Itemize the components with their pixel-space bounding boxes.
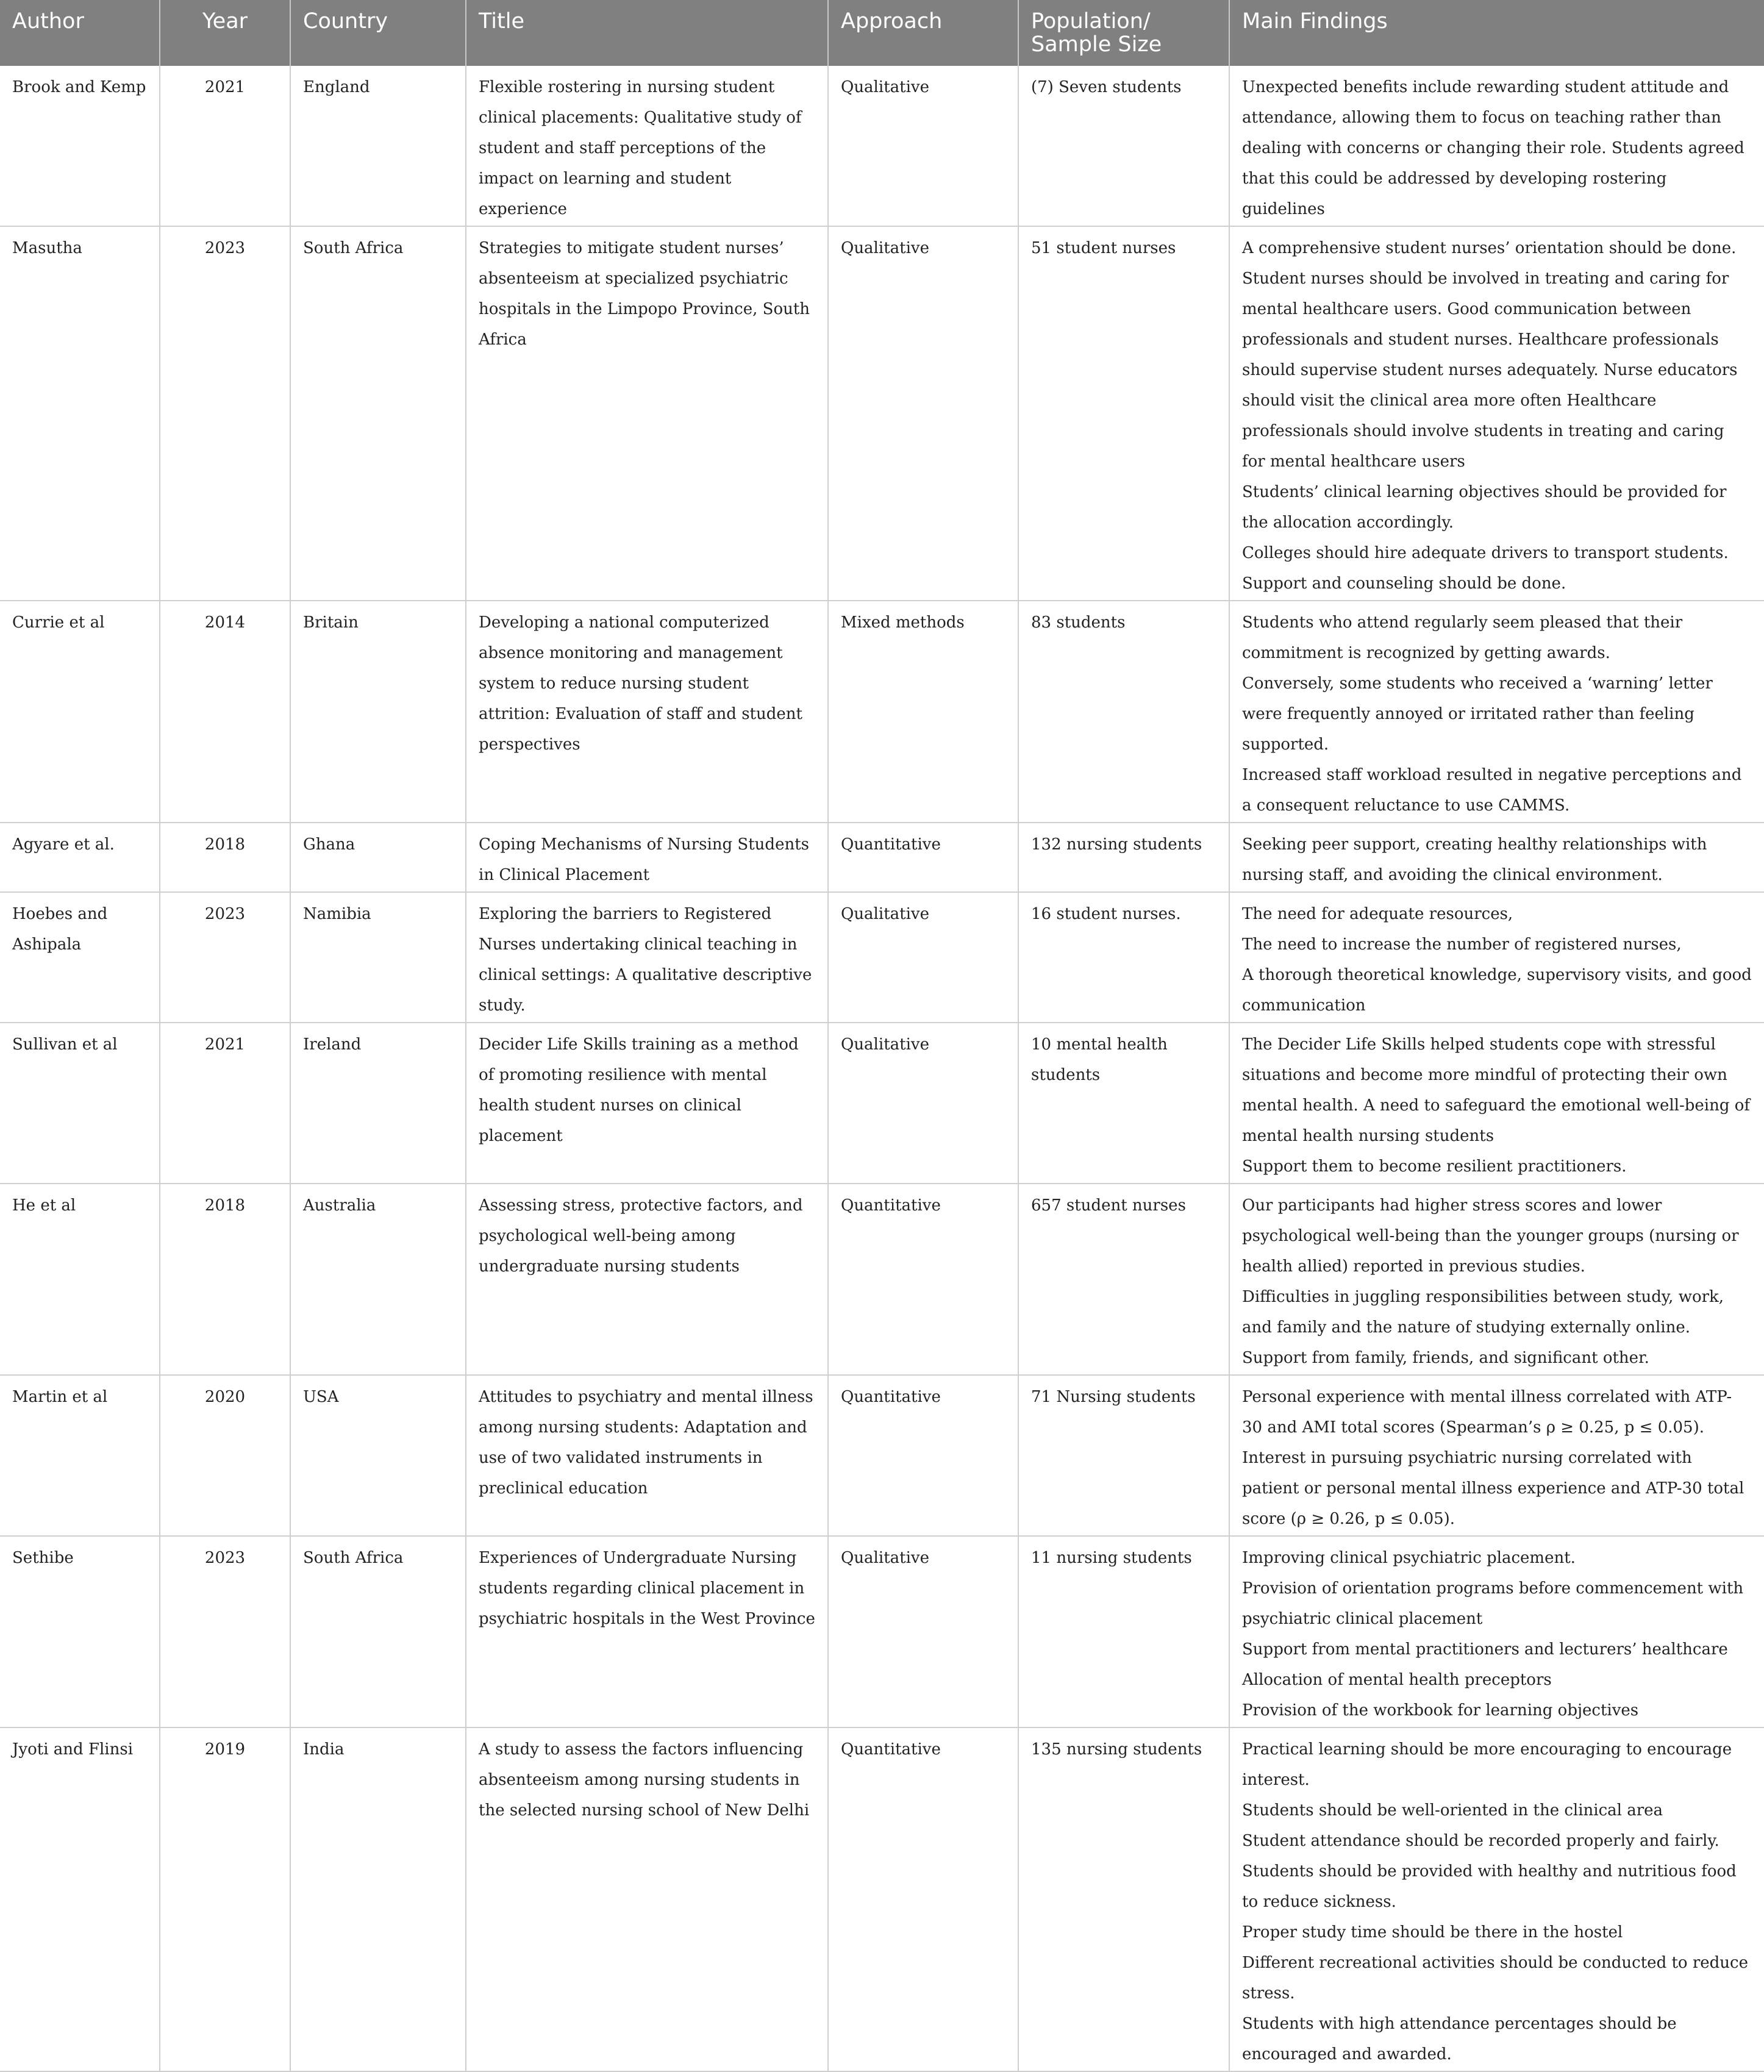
approach-cell: Quantitative — [828, 1375, 1018, 1536]
finding-line: Allocation of mental health preceptors — [1242, 1671, 1552, 1689]
header-approach: Approach — [828, 0, 1018, 66]
header-country: Country — [290, 0, 466, 66]
title-cell: Experiences of Undergraduate Nursing students regarding clinical placement in psychiatric hospitals in the West Province — [466, 1536, 828, 1727]
finding-line: Students should be provided with healthy and nutritious food to reduce sickness. — [1242, 1862, 1737, 1911]
author-cell: Sullivan et al — [0, 1023, 160, 1184]
approach-cell: Qualitative — [828, 1023, 1018, 1184]
author-cell: Martin et al — [0, 1375, 160, 1536]
finding-line: Unexpected benefits include rewarding student attitude and attendance, allowing them to focus on teaching rather than dealing with concerns or changing their role. Students agreed that this could be addressed by developing rostering guidelines — [1242, 78, 1744, 218]
country-cell: Ireland — [290, 1023, 466, 1184]
main-findings-cell — [1229, 1727, 1764, 2071]
author-cell: Currie et al — [0, 601, 160, 823]
sample-size-cell: 11 nursing students — [1018, 1536, 1229, 1727]
header-sample-size: Population/ Sample Size — [1018, 0, 1229, 66]
table-row — [0, 823, 1764, 892]
sample-size-cell: (7) Seven students — [1018, 66, 1229, 226]
main-findings-cell — [1229, 601, 1764, 823]
table-row — [0, 1184, 1764, 1375]
finding-line: Provision of orientation programs before commencement with psychiatric clinical placement — [1242, 1579, 1744, 1628]
finding-line: Different recreational activities should be conducted to reduce stress. — [1242, 1954, 1748, 2002]
sample-size-cell: 83 students — [1018, 601, 1229, 823]
finding-line: Proper study time should be there in the hostel — [1242, 1923, 1623, 1942]
country-cell: South Africa — [290, 1536, 466, 1727]
finding-line: Support them to become resilient practitioners. — [1242, 1157, 1627, 1176]
sample-size-cell: 135 nursing students — [1018, 1727, 1229, 2071]
finding-line: Support and counseling should be done. — [1242, 574, 1566, 593]
finding-line: Students who attend regularly seem pleased that their commitment is recognized by getting awards. — [1242, 613, 1683, 662]
table-row — [0, 892, 1764, 1023]
finding-line: A thorough theoretical knowledge, supervisory visits, and good communication — [1242, 966, 1752, 1015]
author-cell: Sethibe — [0, 1536, 160, 1727]
year-cell: 2023 — [160, 892, 290, 1023]
header-title: Title — [466, 0, 828, 66]
finding-line: Support from family, friends, and significant other. — [1242, 1349, 1649, 1367]
finding-line: Conversely, some students who received a ‘warning’ letter were frequently annoyed or irritated rather than feeling supported. — [1242, 674, 1713, 754]
table-body — [0, 66, 1764, 2071]
author-cell: Hoebes and Ashipala — [0, 892, 160, 1023]
year-cell: 2023 — [160, 1536, 290, 1727]
finding-line: Provision of the workbook for learning objectives — [1242, 1701, 1639, 1720]
approach-cell: Mixed methods — [828, 601, 1018, 823]
main-findings-cell — [1229, 1184, 1764, 1375]
country-cell: Britain — [290, 601, 466, 823]
approach-cell: Qualitative — [828, 1536, 1018, 1727]
table-row — [0, 226, 1764, 601]
finding-line: Students’ clinical learning objectives should be provided for the allocation accordingly. — [1242, 483, 1727, 532]
main-findings-cell — [1229, 1375, 1764, 1536]
table-row — [0, 601, 1764, 823]
author-cell: Agyare et al. — [0, 823, 160, 892]
finding-line: Improving clinical psychiatric placement. — [1242, 1549, 1576, 1567]
finding-line: Our participants had higher stress scores and lower psychological well-being than the younger groups (nursing or health allied) reported in previous studies. — [1242, 1196, 1739, 1276]
author-cell: Masutha — [0, 226, 160, 601]
table-row — [0, 1375, 1764, 1536]
author-cell: Jyoti and Flinsi — [0, 1727, 160, 2071]
finding-line: Students with high attendance percentages should be encouraged and awarded. — [1242, 2015, 1677, 2063]
finding-line: The need to increase the number of registered nurses, — [1242, 935, 1682, 954]
title-cell: Flexible rostering in nursing student clinical placements: Qualitative study of student and staff perceptions of the impact on learning and student experience — [466, 66, 828, 226]
sample-size-cell: 10 mental health students — [1018, 1023, 1229, 1184]
main-findings-cell — [1229, 1023, 1764, 1184]
country-cell: Australia — [290, 1184, 466, 1375]
country-cell: USA — [290, 1375, 466, 1536]
title-cell: Assessing stress, protective factors, and psychological well-being among undergraduate nursing students — [466, 1184, 828, 1375]
author-cell: Brook and Kemp — [0, 66, 160, 226]
header-year: Year — [160, 0, 290, 66]
approach-cell: Qualitative — [828, 66, 1018, 226]
year-cell: 2020 — [160, 1375, 290, 1536]
finding-line: Seeking peer support, creating healthy relationships with nursing staff, and avoiding the clinical environment. — [1242, 835, 1707, 884]
title-cell: Decider Life Skills training as a method of promoting resilience with mental health student nurses on clinical placement — [466, 1023, 828, 1184]
header-main-findings: Main Findings — [1242, 9, 1388, 34]
sample-size-cell: 51 student nurses — [1018, 226, 1229, 601]
finding-line: Student attendance should be recorded properly and fairly. — [1242, 1832, 1719, 1850]
approach-cell: Quantitative — [828, 823, 1018, 892]
approach-cell: Qualitative — [828, 892, 1018, 1023]
table-row — [0, 1023, 1764, 1184]
main-findings-cell — [1229, 892, 1764, 1023]
finding-line: Practical learning should be more encouraging to encourage interest. — [1242, 1740, 1732, 1789]
year-cell: 2018 — [160, 1184, 290, 1375]
main-findings-cell — [1229, 226, 1764, 601]
table-row — [0, 66, 1764, 226]
author-cell: He et al — [0, 1184, 160, 1375]
main-findings-cell — [1229, 823, 1764, 892]
sample-size-cell: 132 nursing students — [1018, 823, 1229, 892]
title-cell: Coping Mechanisms of Nursing Students in Clinical Placement — [466, 823, 828, 892]
finding-line: Support from mental practitioners and lecturers’ healthcare — [1242, 1640, 1728, 1659]
header-author: Author — [0, 0, 160, 66]
country-cell: India — [290, 1727, 466, 2071]
year-cell: 2021 — [160, 66, 290, 226]
finding-line: Personal experience with mental illness correlated with ATP-30 and AMI total scores (Spearman’s ρ ≥ 0.25, p ≤ 0.05). Interest in pursuing psychiatric nursing correlated with patient or personal mental illness experience and ATP-30 total score (ρ ≥ 0.26, p ≤ 0.05). — [1242, 1388, 1744, 1528]
title-cell: A study to assess the factors influencing absenteeism among nursing students in the selected nursing school of New Delhi — [466, 1727, 828, 2071]
main-findings-cell — [1229, 1536, 1764, 1727]
year-cell: 2018 — [160, 823, 290, 892]
country-cell: South Africa — [290, 226, 466, 601]
approach-cell: Qualitative — [828, 226, 1018, 601]
table-row — [0, 1727, 1764, 2071]
finding-line: The need for adequate resources, — [1242, 905, 1513, 923]
approach-cell: Quantitative — [828, 1184, 1018, 1375]
country-cell: Namibia — [290, 892, 466, 1023]
finding-line: Difficulties in juggling responsibilities between study, work, and family and the nature of studying externally online. — [1242, 1288, 1724, 1337]
title-cell: Attitudes to psychiatry and mental illness among nursing students: Adaptation and use of two validated instruments in preclinical education — [466, 1375, 828, 1536]
country-cell: England — [290, 66, 466, 226]
table-header — [0, 0, 1764, 66]
table-row — [0, 1536, 1764, 1727]
title-cell: Exploring the barriers to Registered Nurses undertaking clinical teaching in clinical settings: A qualitative descriptive study. — [466, 892, 828, 1023]
finding-line: Colleges should hire adequate drivers to transport students. — [1242, 544, 1729, 562]
sample-size-cell: 71 Nursing students — [1018, 1375, 1229, 1536]
header-row — [0, 0, 1764, 66]
finding-line: A comprehensive student nurses’ orientation should be done. Student nurses should be involved in treating and caring for mental healthcare users. Good communication between professionals and student nurses. Healthcare professionals should supervise student nurses adequately. Nurse educators should visit the clinical area more often Healthcare professionals should involve students in treating and caring for mental healthcare users — [1242, 239, 1738, 471]
year-cell: 2014 — [160, 601, 290, 823]
approach-cell: Quantitative — [828, 1727, 1018, 2071]
year-cell: 2023 — [160, 226, 290, 601]
year-cell: 2019 — [160, 1727, 290, 2071]
sample-size-cell: 657 student nurses — [1018, 1184, 1229, 1375]
finding-line: The Decider Life Skills helped students cope with stressful situations and become more mindful of protecting their own mental health. A need to safeguard the emotional well-being of mental health nursing students — [1242, 1035, 1751, 1145]
finding-line: Students should be well-oriented in the clinical area — [1242, 1801, 1663, 1820]
finding-line: Increased staff workload resulted in negative perceptions and a consequent reluctance to use CAMMS. — [1242, 766, 1742, 815]
sample-size-cell: 16 student nurses. — [1018, 892, 1229, 1023]
main-findings-cell — [1229, 66, 1764, 226]
year-cell: 2021 — [160, 1023, 290, 1184]
title-cell: Developing a national computerized absence monitoring and management system to reduce nursing student attrition: Evaluation of staff and student perspectives — [466, 601, 828, 823]
title-cell: Strategies to mitigate student nurses’ absenteeism at specialized psychiatric hospitals in the Limpopo Province, South Africa — [466, 226, 828, 601]
country-cell: Ghana — [290, 823, 466, 892]
